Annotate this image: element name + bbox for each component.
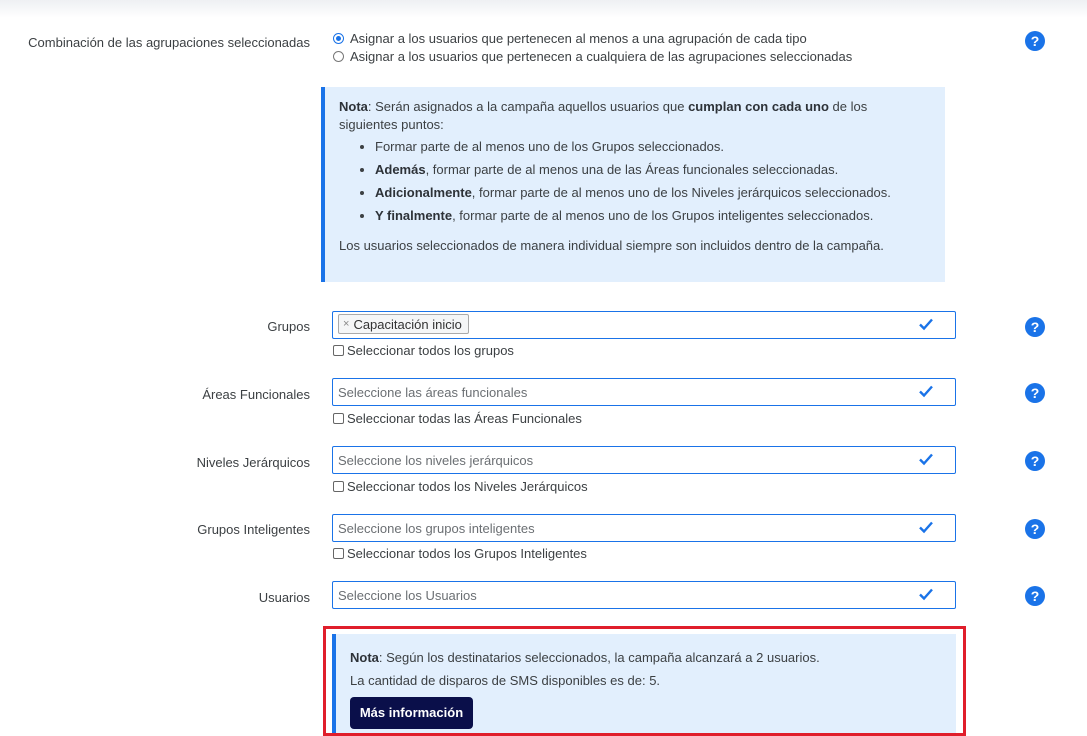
sms-line: La cantidad de disparos de SMS disponibles es de: 5. <box>350 673 661 688</box>
checkbox-label: Seleccionar todos los Niveles Jerárquicos <box>347 479 588 494</box>
check-icon <box>919 520 933 534</box>
areas-select[interactable] <box>332 378 956 406</box>
checkbox-label: Seleccionar todas las Áreas Funcionales <box>347 411 582 426</box>
list-item-text: Formar parte de al menos uno de los Grupos seleccionados. <box>375 139 725 154</box>
grupos-label: Grupos <box>267 319 310 334</box>
select-all-areas[interactable] <box>333 411 582 426</box>
select-all-niveles[interactable] <box>333 479 588 494</box>
inteligentes-placeholder: Seleccione los grupos inteligentes <box>338 521 535 536</box>
help-icon[interactable]: ? <box>1025 451 1045 471</box>
note-emphasis: cumplan con cada uno <box>688 99 829 114</box>
checkbox[interactable] <box>333 548 344 559</box>
highlight-box <box>323 626 966 736</box>
checkbox-label: Seleccionar todos los Grupos Inteligentes <box>347 546 587 561</box>
list-item-text: , formar parte de al menos uno de los Niveles jerárquicos seleccionados. <box>471 185 891 200</box>
niveles-placeholder: Seleccione los niveles jerárquicos <box>338 453 534 468</box>
check-icon <box>919 587 933 601</box>
niveles-select[interactable] <box>332 446 956 474</box>
check-icon <box>919 384 933 398</box>
list-item-bold: Y finalmente <box>375 208 453 223</box>
radio-button-selected[interactable] <box>333 33 344 44</box>
checkbox[interactable] <box>333 413 344 424</box>
radio-label: Asignar a los usuarios que pertenecen al menos a una agrupación de cada tipo <box>350 31 807 46</box>
note-footer: Los usuarios seleccionados de manera individual siempre son incluidos dentro de la campaña. <box>339 238 884 253</box>
radio-option-cada-tipo[interactable] <box>333 31 807 46</box>
radio-button[interactable] <box>333 51 344 62</box>
selected-tag <box>338 314 469 334</box>
note-intro <box>339 98 929 134</box>
select-all-grupos[interactable] <box>333 343 514 358</box>
usuarios-label: Usuarios <box>258 590 310 605</box>
mas-informacion-button[interactable]: Más información <box>350 697 473 729</box>
remove-tag-icon[interactable]: × <box>343 318 350 330</box>
checkbox[interactable] <box>333 345 344 356</box>
usuarios-placeholder: Seleccione los Usuarios <box>338 588 477 603</box>
grupos-select[interactable] <box>332 311 956 339</box>
combinacion-label: Combinación de las agrupaciones seleccionadas <box>28 35 310 50</box>
note-text: : Según los destinatarios seleccionados, la campaña alcanzará a 2 usuarios. <box>378 650 820 665</box>
checkbox-label: Seleccionar todos los grupos <box>347 343 514 358</box>
areas-placeholder: Seleccione las áreas funcionales <box>338 385 528 400</box>
list-item <box>375 207 929 225</box>
areas-label: Áreas Funcionales <box>202 387 310 402</box>
usuarios-select[interactable] <box>332 581 956 609</box>
radio-label: Asignar a los usuarios que pertenecen a cualquiera de las agrupaciones seleccionadas <box>350 49 853 64</box>
help-icon[interactable]: ? <box>1025 586 1045 606</box>
list-item <box>375 184 929 202</box>
help-icon[interactable]: ? <box>1025 317 1045 337</box>
help-icon[interactable]: ? <box>1025 519 1045 539</box>
list-item-text: , formar parte de al menos uno de los Grupos inteligentes seleccionados. <box>452 208 874 223</box>
note-text: : Serán asignados a la campaña aquellos usuarios que <box>367 99 689 114</box>
check-icon <box>919 452 933 466</box>
list-item-bold: Además <box>375 162 426 177</box>
help-icon[interactable]: ? <box>1025 383 1045 403</box>
note-label: Nota <box>339 99 368 114</box>
select-all-inteligentes[interactable] <box>333 546 587 561</box>
check-icon <box>919 317 933 331</box>
note-text: de los siguientes puntos: <box>339 99 868 132</box>
checkbox[interactable] <box>333 481 344 492</box>
niveles-label: Niveles Jerárquicos <box>196 455 310 470</box>
list-item-text: , formar parte de al menos una de las Áreas funcionales seleccionadas. <box>425 162 839 177</box>
info-note <box>321 87 945 282</box>
list-item-bold: Adicionalmente <box>375 185 472 200</box>
list-item <box>375 138 929 156</box>
note-list <box>339 138 929 225</box>
list-item <box>375 161 929 179</box>
top-shadow <box>0 0 1087 18</box>
note-label: Nota <box>350 650 379 665</box>
tag-label: Capacitación inicio <box>353 316 462 332</box>
inteligentes-label: Grupos Inteligentes <box>197 522 310 537</box>
inteligentes-select[interactable] <box>332 514 956 542</box>
radio-option-cualquiera[interactable] <box>333 49 852 64</box>
help-icon[interactable]: ? <box>1025 31 1045 51</box>
